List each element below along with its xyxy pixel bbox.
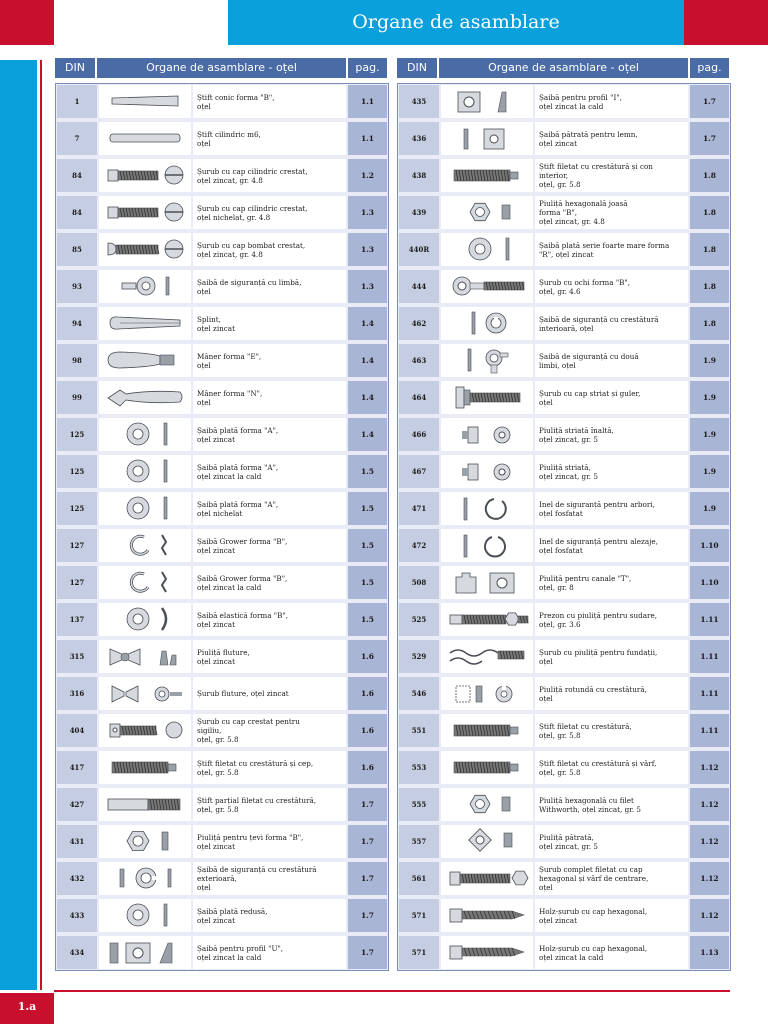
- page-ref-cell: 1.12: [690, 751, 729, 784]
- description-cell: Șurub complet filetat cu cap hexagonal și vârf de centrare, oțel: [535, 862, 688, 895]
- set-screw-icon: [441, 714, 533, 747]
- catalog-table-left: [55, 58, 389, 971]
- din-cell: 472: [399, 529, 439, 562]
- wood-screw-icon: [441, 936, 533, 969]
- set-screw-icon: [99, 751, 191, 784]
- description-cell: Șaibă plată serie foarte mare forma "R", oțel zincat: [535, 233, 688, 266]
- page-ref-cell: 1.8: [690, 159, 729, 192]
- table-body: [397, 83, 731, 971]
- din-cell: 466: [399, 418, 439, 451]
- page-ref-cell: 1.1: [348, 85, 387, 118]
- din-cell: 127: [57, 566, 97, 599]
- column-header-din: DIN: [55, 58, 95, 78]
- wood-screw-icon: [441, 899, 533, 932]
- description-cell: Știft filetat cu crestătură, oțel, gr. 5.8: [535, 714, 688, 747]
- table-row: [57, 122, 387, 155]
- table-row: [57, 788, 387, 821]
- description-cell: Șurub cu cap bombat crestat, oțel zincat, gr. 4.8: [193, 233, 346, 266]
- table-row: [57, 862, 387, 895]
- page-title: Organe de asamblare: [228, 0, 684, 45]
- table-row: [399, 899, 729, 932]
- description-cell: Piuliță fluture, oțel zincat: [193, 640, 346, 673]
- description-cell: Mâner forma "N", oțel: [193, 381, 346, 414]
- din-cell: 127: [57, 529, 97, 562]
- i-profile-washer-icon: [441, 85, 533, 118]
- description-cell: Șaibă plată forma "A", oțel nichelat: [193, 492, 346, 525]
- din-cell: 529: [399, 640, 439, 673]
- knurled-nut-icon: [441, 418, 533, 451]
- table-row: [57, 85, 387, 118]
- page-ref-cell: 1.13: [690, 936, 729, 969]
- din-cell: 137: [57, 603, 97, 636]
- din-cell: 551: [399, 714, 439, 747]
- din-cell: 427: [57, 788, 97, 821]
- table-row: [399, 566, 729, 599]
- eye-bolt-icon: [441, 270, 533, 303]
- din-cell: 98: [57, 344, 97, 377]
- table-row: [57, 159, 387, 192]
- page-ref-cell: 1.9: [690, 418, 729, 451]
- page-ref-cell: 1.7: [690, 122, 729, 155]
- hex-nut-icon: [441, 788, 533, 821]
- table-row: [57, 418, 387, 451]
- catalog-table-right: [397, 58, 731, 971]
- description-cell: Piuliță striată înaltă, oțel zincat, gr. 5: [535, 418, 688, 451]
- table-row: [57, 381, 387, 414]
- side-divider: [40, 60, 42, 990]
- din-cell: 557: [399, 825, 439, 858]
- description-cell: Știft filetat cu crestătură și con interior, oțel, gr. 5.8: [535, 159, 688, 192]
- table-row: [399, 714, 729, 747]
- wing-screw-icon: [99, 677, 191, 710]
- description-cell: Piuliță rotundă cu crestătură, oțel: [535, 677, 688, 710]
- din-cell: 444: [399, 270, 439, 303]
- header-spacer: [54, 0, 228, 45]
- description-cell: Șurub cu cap cilindric crestat, oțel nichelat, gr. 4.8: [193, 196, 346, 229]
- description-cell: Șurub cu cap striat și guler, oțel: [535, 381, 688, 414]
- description-cell: Inel de siguranță pentru alezaje, oțel fosfatat: [535, 529, 688, 562]
- table-row: [399, 825, 729, 858]
- spring-washer-icon: [99, 566, 191, 599]
- din-cell: 435: [399, 85, 439, 118]
- table-row: [399, 677, 729, 710]
- page-ref-cell: 1.10: [690, 566, 729, 599]
- table-row: [399, 862, 729, 895]
- conical-pin-icon: [99, 85, 191, 118]
- column-header-din: DIN: [397, 58, 437, 78]
- table-row: [399, 233, 729, 266]
- table-row: [399, 529, 729, 562]
- slotted-screw-icon: [99, 159, 191, 192]
- din-cell: 525: [399, 603, 439, 636]
- page-ref-cell: 1.8: [690, 270, 729, 303]
- description-cell: Șaibă plată redusă, oțel zincat: [193, 899, 346, 932]
- din-cell: 125: [57, 418, 97, 451]
- din-cell: 404: [57, 714, 97, 747]
- page-ref-cell: 1.7: [348, 936, 387, 969]
- table-row: [399, 603, 729, 636]
- page-ref-cell: 1.9: [690, 492, 729, 525]
- page-ref-cell: 1.8: [690, 196, 729, 229]
- din-cell: 571: [399, 936, 439, 969]
- side-bar: [0, 60, 37, 990]
- weld-stud-icon: [441, 603, 533, 636]
- page-ref-cell: 1.6: [348, 677, 387, 710]
- seal-screw-icon: [99, 714, 191, 747]
- page-ref-cell: 1.1: [348, 122, 387, 155]
- table-row: [399, 270, 729, 303]
- column-header-name: Organe de asamblare - oțel: [439, 58, 688, 78]
- description-cell: Șaibă plată forma "A", oțel zincat: [193, 418, 346, 451]
- description-cell: Piuliță striată, oțel zincat, gr. 5: [535, 455, 688, 488]
- din-cell: 315: [57, 640, 97, 673]
- table-row: [57, 899, 387, 932]
- flat-washer-icon: [99, 492, 191, 525]
- din-cell: 462: [399, 307, 439, 340]
- table-row: [57, 233, 387, 266]
- description-cell: Șaibă de siguranță cu două limbi, oțel: [535, 344, 688, 377]
- din-cell: 125: [57, 492, 97, 525]
- din-cell: 439: [399, 196, 439, 229]
- page-ref-cell: 1.5: [348, 492, 387, 525]
- column-header-name: Organe de asamblare - oțel: [97, 58, 346, 78]
- din-cell: 1: [57, 85, 97, 118]
- din-cell: 99: [57, 381, 97, 414]
- description-cell: Inel de siguranță pentru arbori, oțel fosfatat: [535, 492, 688, 525]
- page-ref-cell: 1.11: [690, 677, 729, 710]
- page-ref-cell: 1.4: [348, 344, 387, 377]
- description-cell: Piuliță pătrată, oțel zincat, gr. 5: [535, 825, 688, 858]
- pan-head-screw-icon: [99, 233, 191, 266]
- table-row: [399, 159, 729, 192]
- description-cell: Holz-șurub cu cap hexagonal, oțel zincat la cald: [535, 936, 688, 969]
- page-ref-cell: 1.5: [348, 529, 387, 562]
- page-ref-cell: 1.12: [690, 825, 729, 858]
- din-cell: 434: [57, 936, 97, 969]
- page-ref-cell: 1.9: [690, 381, 729, 414]
- page-ref-cell: 1.8: [690, 307, 729, 340]
- din-cell: 316: [57, 677, 97, 710]
- din-cell: 438: [399, 159, 439, 192]
- elastic-washer-icon: [99, 603, 191, 636]
- table-row: [57, 270, 387, 303]
- knurled-screw-icon: [441, 381, 533, 414]
- table-row: [399, 307, 729, 340]
- square-nut-icon: [441, 825, 533, 858]
- flat-washer-icon: [441, 233, 533, 266]
- pipe-nut-icon: [99, 825, 191, 858]
- description-cell: Șaibă de siguranță cu limbă, oțel: [193, 270, 346, 303]
- din-cell: 84: [57, 159, 97, 192]
- flat-washer-icon: [99, 455, 191, 488]
- shaft-ring-icon: [441, 492, 533, 525]
- din-cell: 417: [57, 751, 97, 784]
- description-cell: Știft conic forma "B", oțel: [193, 85, 346, 118]
- description-cell: Șurub cu ochi forma "B", oțel, gr. 4.6: [535, 270, 688, 303]
- din-cell: 436: [399, 122, 439, 155]
- header-right-block: [684, 0, 768, 45]
- cylindrical-pin-icon: [99, 122, 191, 155]
- table-row: [57, 825, 387, 858]
- page-ref-cell: 1.11: [690, 714, 729, 747]
- description-cell: Piuliță pentru canale "T", oțel, gr. 8: [535, 566, 688, 599]
- description-cell: Splint, oțel zincat: [193, 307, 346, 340]
- table-row: [57, 492, 387, 525]
- din-cell: 93: [57, 270, 97, 303]
- foundation-bolt-icon: [441, 640, 533, 673]
- page-ref-cell: 1.7: [348, 862, 387, 895]
- page-ref-cell: 1.6: [348, 714, 387, 747]
- description-cell: Șaibă pentru profil "U", oțel zincat la cald: [193, 936, 346, 969]
- table-row: [399, 418, 729, 451]
- din-cell: 561: [399, 862, 439, 895]
- tab-washer-icon: [99, 270, 191, 303]
- description-cell: Șaibă de siguranță cu crestătură interioară, oțel: [535, 307, 688, 340]
- handle-n-icon: [99, 381, 191, 414]
- table-row: [57, 566, 387, 599]
- description-cell: Șaibă Grower forma "B", oțel zincat: [193, 529, 346, 562]
- page-ref-cell: 1.12: [690, 862, 729, 895]
- table-row: [57, 714, 387, 747]
- din-cell: 508: [399, 566, 439, 599]
- double-tab-washer-icon: [441, 344, 533, 377]
- cotter-pin-icon: [99, 307, 191, 340]
- description-cell: Șaibă Grower forma "B", oțel zincat la cald: [193, 566, 346, 599]
- page-ref-cell: 1.9: [690, 344, 729, 377]
- table-row: [399, 381, 729, 414]
- handle-e-icon: [99, 344, 191, 377]
- partial-threaded-pin-icon: [99, 788, 191, 821]
- slotted-round-nut-icon: [441, 677, 533, 710]
- din-cell: 433: [57, 899, 97, 932]
- description-cell: Șaibă de siguranță cu crestătură exterioară, oțel: [193, 862, 346, 895]
- din-cell: 464: [399, 381, 439, 414]
- page-ref-cell: 1.2: [348, 159, 387, 192]
- description-cell: Șurub cu cap cilindric crestat, oțel zincat, gr. 4.8: [193, 159, 346, 192]
- description-cell: Știft cilindric m6, oțel: [193, 122, 346, 155]
- table-row: [399, 344, 729, 377]
- flat-washer-icon: [99, 899, 191, 932]
- page-ref-cell: 1.7: [348, 899, 387, 932]
- page-ref-cell: 1.4: [348, 381, 387, 414]
- din-cell: 555: [399, 788, 439, 821]
- page-ref-cell: 1.3: [348, 196, 387, 229]
- din-cell: 432: [57, 862, 97, 895]
- table-header: [55, 58, 389, 78]
- int-lock-washer-icon: [441, 307, 533, 340]
- page-ref-cell: 1.5: [348, 603, 387, 636]
- page-ref-cell: 1.3: [348, 233, 387, 266]
- page-ref-cell: 1.11: [690, 603, 729, 636]
- table-row: [57, 751, 387, 784]
- hex-bolt-icon: [441, 862, 533, 895]
- din-cell: 463: [399, 344, 439, 377]
- table-row: [57, 344, 387, 377]
- description-cell: Mâner forma "E", oțel: [193, 344, 346, 377]
- din-cell: 553: [399, 751, 439, 784]
- page-ref-cell: 1.5: [348, 566, 387, 599]
- table-row: [399, 936, 729, 969]
- description-cell: Piuliță hexagonală joasă forma "B", oțel zincat, gr. 4.8: [535, 196, 688, 229]
- page-ref-cell: 1.8: [690, 233, 729, 266]
- description-cell: Știft filetat cu crestătură și cep, oțel, gr. 5.8: [193, 751, 346, 784]
- description-cell: Știft parțial filetat cu crestătură, oțel, gr. 5.8: [193, 788, 346, 821]
- column-header-pag: pag.: [348, 58, 387, 78]
- din-cell: 546: [399, 677, 439, 710]
- din-cell: 431: [57, 825, 97, 858]
- description-cell: Piuliță hexagonală cu filet Withworth, oțel zincat, gr. 5: [535, 788, 688, 821]
- description-cell: Piuliță pentru țevi forma "B", oțel zincat: [193, 825, 346, 858]
- table-row: [399, 85, 729, 118]
- footer-divider: [54, 990, 730, 992]
- page-ref-cell: 1.9: [690, 455, 729, 488]
- u-profile-washer-icon: [99, 936, 191, 969]
- table-body: [55, 83, 389, 971]
- page-ref-cell: 1.7: [348, 825, 387, 858]
- table-row: [399, 751, 729, 784]
- page-number: 1.a: [0, 993, 54, 1024]
- table-row: [57, 677, 387, 710]
- description-cell: Șurub cu cap crestat pentru sigiliu, oțel, gr. 5.8: [193, 714, 346, 747]
- table-row: [57, 196, 387, 229]
- wing-nut-icon: [99, 640, 191, 673]
- description-cell: Șaibă pentru profil "I", oțel zincat la cald: [535, 85, 688, 118]
- table-row: [399, 788, 729, 821]
- description-cell: Prezon cu piuliță pentru sudare, oțel, gr. 3.6: [535, 603, 688, 636]
- page-ref-cell: 1.7: [690, 85, 729, 118]
- page-ref-cell: 1.11: [690, 640, 729, 673]
- page-ref-cell: 1.7: [348, 788, 387, 821]
- description-cell: Șaibă pătrată pentru lemn, oțel zincat: [535, 122, 688, 155]
- din-cell: 85: [57, 233, 97, 266]
- table-row: [399, 122, 729, 155]
- description-cell: Șurub cu piuliță pentru fundații, oțel: [535, 640, 688, 673]
- t-slot-nut-icon: [441, 566, 533, 599]
- set-screw-icon: [441, 159, 533, 192]
- din-cell: 84: [57, 196, 97, 229]
- page-ref-cell: 1.4: [348, 307, 387, 340]
- page-ref-cell: 1.3: [348, 270, 387, 303]
- slotted-screw-icon: [99, 196, 191, 229]
- table-header: [397, 58, 731, 78]
- description-cell: Știft filetat cu crestătură și vârf, oțel, gr. 5.8: [535, 751, 688, 784]
- din-cell: 571: [399, 899, 439, 932]
- hex-nut-icon: [441, 196, 533, 229]
- table-row: [57, 640, 387, 673]
- page-ref-cell: 1.5: [348, 455, 387, 488]
- table-row: [57, 307, 387, 340]
- page-ref-cell: 1.10: [690, 529, 729, 562]
- table-row: [57, 529, 387, 562]
- table-row: [399, 455, 729, 488]
- din-cell: 7: [57, 122, 97, 155]
- description-cell: Șaibă plată forma "A", oțel zincat la cald: [193, 455, 346, 488]
- din-cell: 471: [399, 492, 439, 525]
- din-cell: 94: [57, 307, 97, 340]
- square-washer-icon: [441, 122, 533, 155]
- din-cell: 440R: [399, 233, 439, 266]
- description-cell: Șaibă elastică forma "B", oțel zincat: [193, 603, 346, 636]
- description-cell: Holz-șurub cu cap hexagonal, oțel zincat: [535, 899, 688, 932]
- knurled-nut-icon: [441, 455, 533, 488]
- din-cell: 467: [399, 455, 439, 488]
- page-ref-cell: 1.6: [348, 640, 387, 673]
- table-row: [399, 640, 729, 673]
- page-ref-cell: 1.12: [690, 788, 729, 821]
- page-ref-cell: 1.4: [348, 418, 387, 451]
- set-screw-icon: [441, 751, 533, 784]
- table-row: [57, 936, 387, 969]
- description-cell: Șurub fluture, oțel zincat: [193, 677, 346, 710]
- page-ref-cell: 1.12: [690, 899, 729, 932]
- din-cell: 125: [57, 455, 97, 488]
- spring-washer-icon: [99, 529, 191, 562]
- table-row: [57, 603, 387, 636]
- bore-ring-icon: [441, 529, 533, 562]
- page-ref-cell: 1.6: [348, 751, 387, 784]
- table-row: [57, 455, 387, 488]
- flat-washer-icon: [99, 418, 191, 451]
- header-left-block: [0, 0, 54, 45]
- table-row: [399, 492, 729, 525]
- table-row: [399, 196, 729, 229]
- column-header-pag: pag.: [690, 58, 729, 78]
- ext-lock-washer-icon: [99, 862, 191, 895]
